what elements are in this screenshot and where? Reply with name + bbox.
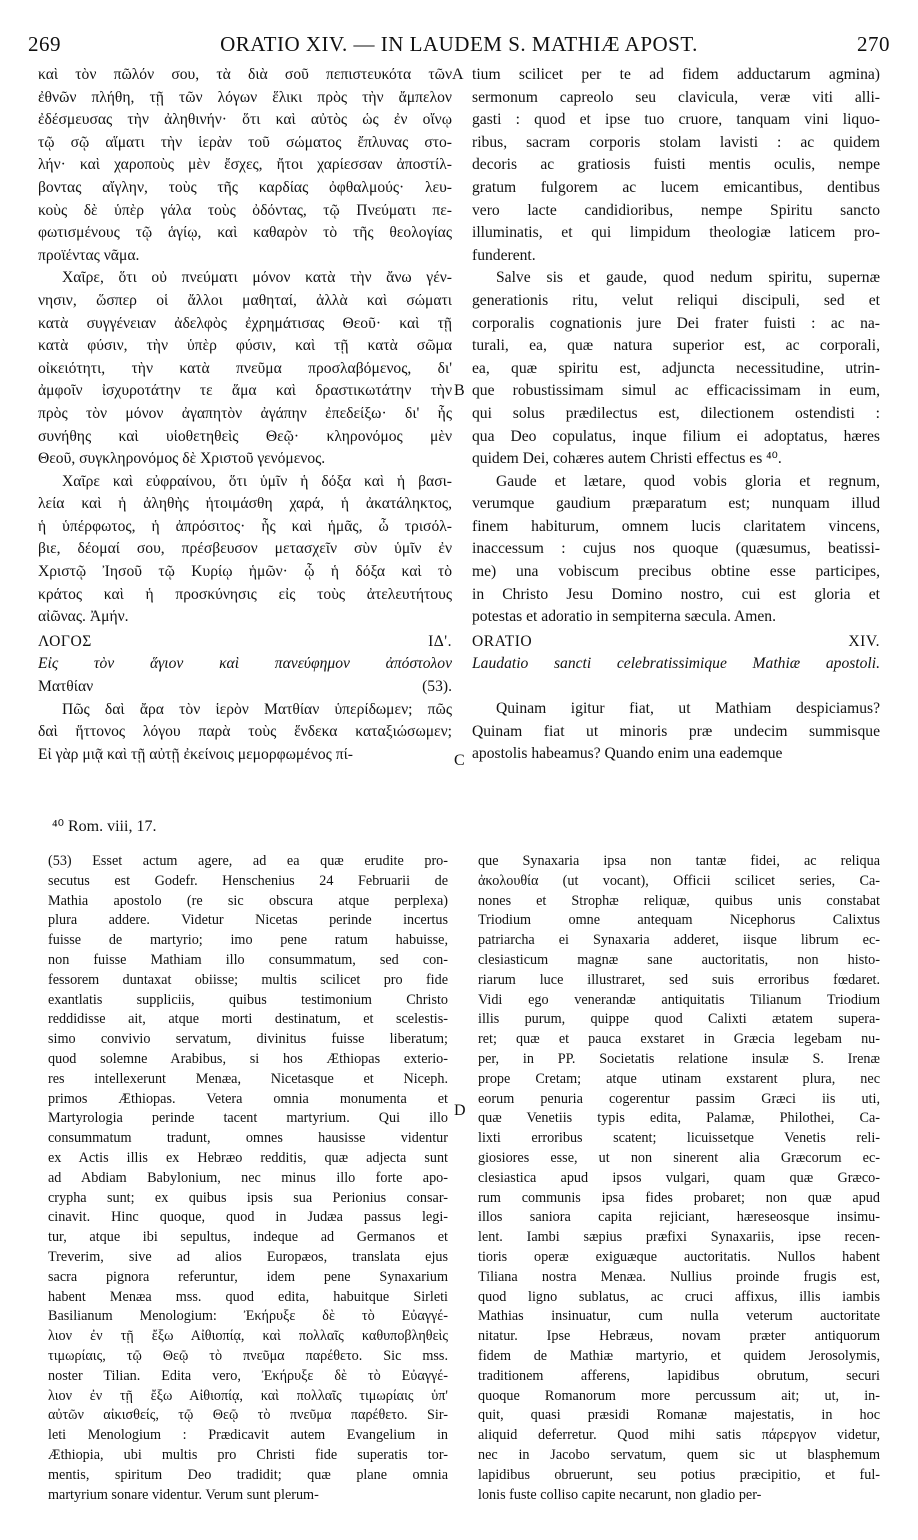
text-line: quod ligno sublatus, ac cruci affixus, illis iambis [478,1288,880,1305]
text-line: Treverim, sive ad alios Europæos, translata ejus [48,1248,448,1265]
text-line: ἀμφοῖν ἰσχυροτάτην τε ἅμα καὶ δραστικωτάτην τὴν [38,382,452,400]
text-line: patriarcha ei Synaxaria adderet, iisque librum ec- [478,932,880,949]
section-title-greek: ΛΟΓΟΣ ΙΔ'. [38,632,452,650]
latin-text-column [472,64,880,766]
text-line: illos saniora capita rejiciant, hæreseosque insimu- [478,1209,880,1226]
text-line: Gaude et lætare, quod vobis gloria et regnum, [496,472,880,490]
text-line: προϊέντας νᾶμα. [38,246,140,264]
text-line: lent. Iambi sæpius præfixi Synaxariis, ipse recen- [478,1229,880,1246]
text-line: κατὰ συγγένειαν ἀδελφὸς ἐχρημάτισας Θεοῦ· καὶ τῇ [38,314,452,332]
text-line: qua Deo copulatus, inque filium ei adoptatus, hæres [472,427,880,445]
text-line: νησιν, ὥσπερ οἱ ἄλλοι μαθηταί, ἀλλὰ καὶ σώματι [38,291,452,309]
text-line: turali, ea, quæ natura superior est, ac corporali, [472,337,880,355]
text-line: que robustissimam simul ac efficacissimam in eum, [472,382,880,400]
text-line: οἰκειότητι, τὴν κατὰ πνεῦμα προσλαβόμενος, δι' [38,359,452,377]
text-line: Quinam fiat ut minoris præ undecim summisque [472,722,880,740]
text-line: primos Æthiopas. Vetera omnia monumenta et [48,1090,448,1107]
text-line: Εἰ γὰρ μιᾷ καὶ τῇ αὐτῇ ἐκείνοις μεμορφωμένος πί- [38,745,353,763]
text-line: fuisse de martyrio; imo pene ratum habuisse, [48,932,448,949]
text-line: nones et Strophæ reliquæ, quibus unis constabat [478,892,880,909]
text-line: corporalis cognationis jure Dei frater fuisti : ac na- [472,314,880,332]
text-line: clesiasticum magnæ sane auctoritatis, non histo- [478,951,880,968]
text-line: Basilianum Menologium: Ἐκήρυξε δὲ τὸ Εὐαγγέ- [48,1308,448,1325]
text-line: res intellexerunt Menæa, Nicetasque et Niceph. [48,1070,448,1087]
text-line: λιον ἐν τῇ ἔξω Αἰθιοπίᾳ, καὶ πολλαῖς τιμωρίαις ὑπ' [48,1387,448,1404]
greek-text-column [38,64,452,766]
text-line: Quinam igitur fiat, ut Mathiam despiciamus? [496,700,880,718]
text-line: sermonum capreolo seu clavicula, veræ viti alli- [472,88,880,106]
text-line: Πῶς δαὶ ἄρα τὸν ἱερὸν Ματθίαν ὑπερίδωμεν; πῶς [62,700,452,718]
text-line: fidem de Mathiæ martyrio, et quidem Jerosolymis, [478,1347,880,1364]
section-title-latin: ORATIO XIV. [472,632,880,650]
text-line: Tiliana nostra Menæa. Nullius proinde frugis est, [478,1268,880,1285]
text-line: qui solus prædilectus est, dilectionem ostendisti : [472,404,880,422]
text-line: fessorem duntaxat obiisse; multis scilicet pro fide [48,971,448,988]
text-line: δαὶ ἥττονος λόγου παρὰ τοὺς ἕνδεκα καταξιώσωμεν; [38,723,452,741]
text-line: finem habiturum, omnem lucis claritatem vincens, [472,517,880,535]
text-line: plura addere. Videtur Nicetas perinde incertus [48,912,448,929]
text-line: potestas et adoratio in sempiterna sæcula. Amen. [472,608,777,626]
text-line: lonis fuste colliso capite necarunt, non gladio per- [478,1486,762,1503]
text-line: gratum fulgorem ac lucem emicantibus, dentibus [472,178,880,196]
text-line: κοὺς δὲ ὑπὲρ γάλα τοὺς ὀδόντας, τῷ Πνεύματι πε- [38,201,452,219]
text-line: τιμωρίαις, τῷ Θεῷ τὸ πνεῦμα παρέθετο. Sic mss. [48,1347,448,1364]
text-line: lapidibus obruerunt, seu potius præcipitio, et ful- [478,1466,880,1483]
text-line: quidem Dei, cohæres autem Christi effectus es ⁴⁰. [472,450,782,468]
text-line: funderent. [472,246,536,264]
notes-left-column [48,852,448,1505]
text-line: secutus est Godefr. Henschenius 24 Februarii de [48,872,448,889]
text-line: βοντας αἴγλην, τοὺς τῆς καρδίας ὀφθαλμούς· λευ- [38,178,452,196]
text-line: in Christo Jesu Domino nostro, cui est gloria et [472,585,880,603]
text-line: Mathias insinuatur, cum nulla veterum auctoritate [478,1308,880,1325]
text-line: decoris ac gratiosis fuisti mentis oculis, nempe [472,156,880,174]
text-line: aliquid deferretur. Quod mihi satis πάρεργον videtur, [478,1427,880,1444]
text-line: quit, quasi præsidi Romanæ majestatis, in hoc [478,1407,880,1424]
text-line: tur, atque ibi sepultus, indeque ad Germanos et [48,1229,448,1246]
text-line: tium scilicet per te ad fidem adductarum agmina) [472,66,880,83]
text-line: ret; quæ et pauca exstaret in Græcia legebam nu- [478,1031,880,1048]
text-line: ἀκολουθία (ut vocant), Officii scilicet series, Ca- [478,872,880,889]
text-line: exantlatis suppliciis, quibus testimonium Christo [48,991,448,1008]
text-line: τῷ σῷ αἵματι τὴν ἱερὰν τοῦ σώματος ἔπλυνας στο- [38,133,452,151]
text-line: ea, quæ spiritu est, adjuncta necessitudine, utrin- [472,359,880,377]
text-line: Vidi ego venerandæ antiquitatis Tilianum Triodium [478,991,880,1008]
section-subtitle-greek: Ματθίαν (53). [38,678,452,696]
text-line: giosiores esse, ut non sinerent alia Græcorum ec- [478,1149,880,1166]
text-line: αὐτῶν αἰκισθείς, τῷ Θεῷ τὸ πνεῦμα παρέθετο. Sir- [48,1407,448,1424]
text-line: traditionem afferens, lapidibus obrutum, securi [478,1367,880,1384]
text-line: que Synaxaria ipsa non tantæ fidei, ac reliqua [478,853,880,869]
text-line: Χαῖρε, ὅτι οὐ πνεύματι μόνον κατὰ τὴν ἄνω γέν- [62,269,452,287]
text-line: cinavit. Hinc quoque, quod in Judæa passus legi- [48,1209,448,1226]
text-line: ἐδέσμευσας τὴν ἀληθινήν· ὅτι καὶ αὐτὸς ὡς ἐν οἴνῳ [38,111,452,129]
text-line: leti Menologium : Prædicavit autem Evangelium in [48,1427,448,1444]
text-line: πρὸς τὸν μόνον ἀγαπητὸν ἀγάπην ἐπεδείξω· δι' ἧς [38,404,452,422]
text-line: me) una vobiscum precibus obtine esse participes, [472,563,880,581]
text-line: reddidisse ait, atque morti destinatum, et scelestis- [48,1011,448,1028]
text-line: consummatum tradunt, omnes hausisse videntur [48,1130,448,1147]
text-line: ex Actis illis ex Hebræo redditis, quæ adjecta sunt [48,1149,448,1166]
text-line: Mathia apostolo (re sic obscura atque perplexa) [48,892,448,909]
text-line: lixti erroribus scatent; licuissetque Venetis reli- [478,1130,880,1147]
text-line: illuminatis, et qui limpidum theologiæ laticem pro- [472,224,880,242]
text-line: κράτος καὶ ἡ προσκύνησις εἰς τοὺς ἀτελευτήτους [38,585,452,603]
text-line: non fuisse Mathiam illo consummatum, sed con- [48,951,448,968]
text-line: λεία καὶ ἡ ἀληθὴς ἡτοιμάσθη χαρά, ἡ ἀκατάληκτος, [38,495,452,513]
text-line: mentis, spiritum Deo tradidit; quæ plane omnia [48,1466,448,1483]
text-line: (53) Esset actum agere, ad ea quæ erudite pro- [48,853,448,869]
text-line: vero lacte candidioribus, nempe Spiritu sancto [472,201,880,219]
text-line: gasti : quod et ipse tuo cruore, tanquam vini liquo- [472,111,880,129]
text-line: λιον ἐν τῇ ἔξω Αἰθιοπίᾳ, καὶ πολλαῖς καθυποβληθεὶς [48,1328,448,1345]
text-line: nitatur. Ipse Hebræus, novam præter antiquorum [478,1328,880,1345]
text-line: βιε, δέομαί σου, πρέσβευσον μετασχεῖν σὺν ὑμῖν ἐν [38,540,452,558]
text-line: clesiastica apud ipsos vulgari, quam quæ Græco- [478,1169,880,1186]
page-number-right: 270 [857,32,890,56]
text-line: Χαῖρε καὶ εὐφραίνου, ὅτι ὑμῖν ἡ δόξα καὶ ἡ βασι- [62,472,452,490]
text-line: quoque Romanorum more percussum ait; ut, in- [478,1387,880,1404]
text-line: habent Menæa mss. quod edita, habuitque Sirleti [48,1288,448,1305]
text-line: Triodium omne antequam Nicephorus Calixtus [478,912,880,929]
text-line: riarum luce illustraret, sed suis erroribus fœdaret. [478,971,880,988]
text-line: Χριστῷ Ἰησοῦ τῷ Κυρίῳ ἡμῶν· ᾧ ἡ δόξα καὶ τὸ [38,563,452,581]
text-line: Martyrologia perinde tacent martyrium. Qui illo [48,1110,448,1127]
margin-letter-c: C [454,752,465,769]
text-line: συνήθης καὶ υἱοθετηθεὶς Θεῷ· κληρονόμος μὲν [38,427,452,445]
text-line: eorum penuria cogerentur passim Græci iis uti, [478,1090,880,1107]
text-line: quod solemne Arabibus, si hos Æthiopas exterio- [48,1050,448,1067]
text-line: αἰῶνας. Ἀμήν. [38,608,129,626]
footnote: ⁴⁰ Rom. viii, 17. [52,818,157,835]
text-line: tioris operæ exiguæque auctoritatis. Nullos habent [478,1248,880,1265]
section-subtitle-greek: Εἰς τὸν ἅγιον καὶ πανεύφημον ἀπόστολον [38,655,452,673]
text-line: Salve sis et gaude, quod nedum spiritu, supernæ [496,269,880,287]
text-line: quæ Venetiis typis edita, Palamæ, Philothei, Ca- [478,1110,880,1127]
text-line: crypha sunt; ex quibus ipsis sua Perionius consar- [48,1189,448,1206]
text-line: illis purum, quippe quod Calixti ætatem supera- [478,1011,880,1028]
page-number-left: 269 [28,32,61,56]
text-line: rum communis ipsa fides probaret; non quæ apud [478,1189,880,1206]
text-line: noster Tilian. Edita vero, Ἐκήρυξε δὲ τὸ Εὐαγγέ- [48,1367,448,1384]
text-line: ἐθνῶν πλήθη, τῇ τῶν λόγων ἕλικι πρὸς τὴν ἄμπελον [38,88,452,106]
margin-letter-d: D [454,1102,466,1119]
text-line: Æthiopia, ubi multis pro Christi fide superatis tor- [48,1446,448,1463]
running-title: ORATIO XIV. — IN LAUDEM S. MATHIÆ APOST. [220,32,698,56]
margin-letter-a: A [452,66,464,83]
text-line: φωτισμένους τῷ ἁγίῳ, καὶ καθαρὸν τὸ τῆς θεολογίας [38,224,452,242]
text-line: martyrium sonare videntur. Verum sunt plerum- [48,1486,319,1503]
text-line: κατὰ φύσιν, τὴν ὑπὲρ φύσιν, καὶ τῇ κατὰ σῶμα [38,337,452,355]
text-line: per, in PP. Societatis relatione insulæ S. Irenæ [478,1050,880,1067]
text-line: sacra pignora referuntur, idem pene Synaxarium [48,1268,448,1285]
text-line: inaccessum : cujus nos quoque (quæsumus, beatissi- [472,540,880,558]
text-line: apostolis habeamus? Quando enim una eademque [472,745,783,763]
text-line: ἡ ὑπέρφωτος, ἡ ἀπρόσιτος· ἧς καὶ ἡμᾶς, ὦ τρισόλ- [38,517,452,535]
text-line: simo convivio servatum, divinitus fuisse liberatum; [48,1031,448,1048]
running-header [28,32,890,58]
section-subtitle-latin: Laudatio sancti celebratissimique Mathiæ apostoli. [472,655,880,673]
text-line: prope Cretam; atque utinam exstarent plura, nec [478,1070,880,1087]
notes-right-column [478,852,880,1505]
text-line: λήν· καὶ χαροποὺς μὲν ἔσχες, ἤτοι χαρίεσσαν ἀποστίλ- [38,156,452,174]
text-line: ribus, sacram corporis stolam lavisti : ac quidem [472,133,880,151]
text-line: generationis ritu, velut reliqui discipuli, sed et [472,291,880,309]
text-line: nec in Jacobo servatum, quem sic ut blasphemum [478,1446,880,1463]
text-line: Θεοῦ, συγκληρονόμος δὲ Χριστοῦ γενόμενος. [38,450,326,468]
text-line: ad Abdiam Babylonium, nec minus illo forte apo- [48,1169,448,1186]
margin-letter-b: B [454,382,465,399]
text-line: καὶ τὸν πῶλόν σου, τὰ διὰ σοῦ πεπιστευκότα τῶν [38,66,452,83]
text-line: verumque gaudium præparatum est; nunquam illud [472,495,880,513]
